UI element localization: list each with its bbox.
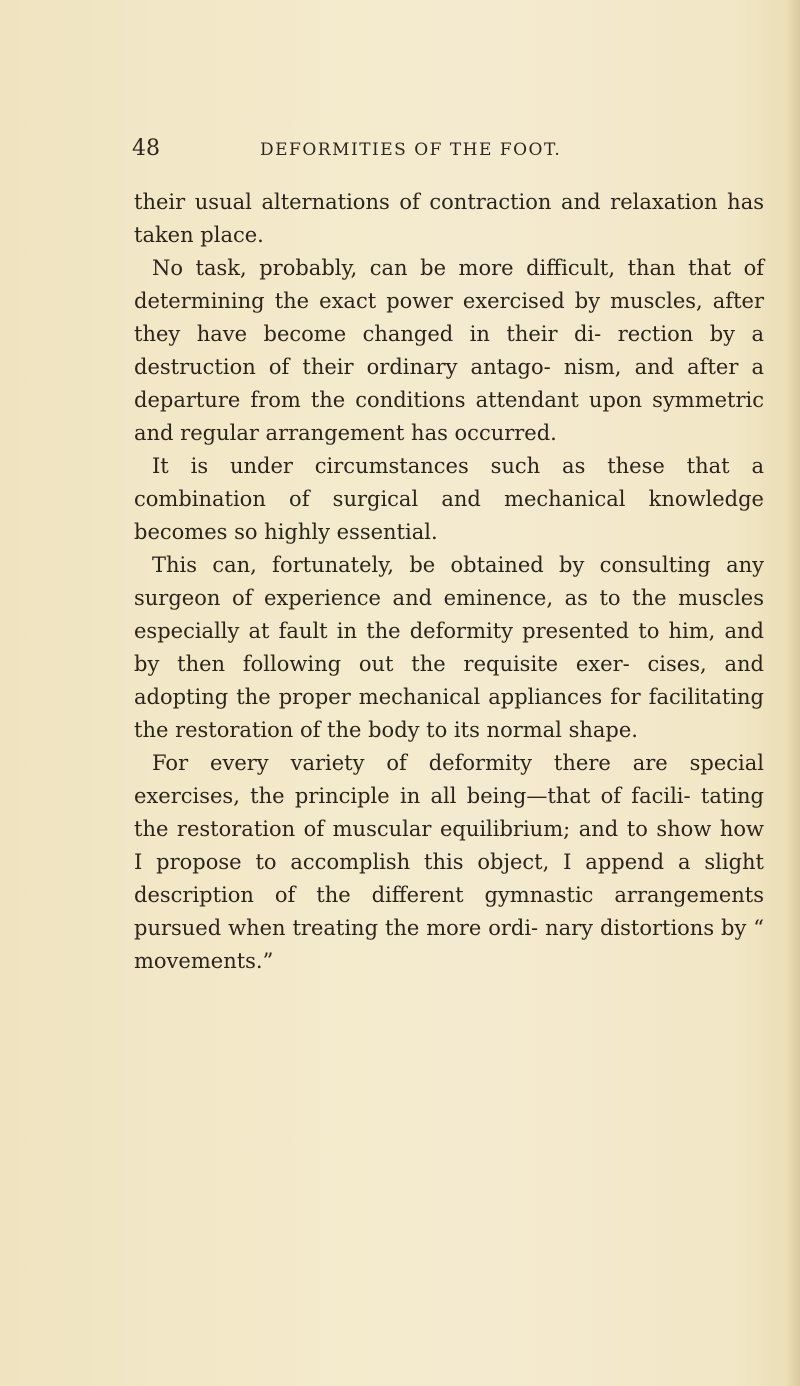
paragraph: No task, probably, can be more difficult, than that of determining the exact power exercised by muscles, after they have become changed in their di- rection by a destruction of their ordinary antago- nism, and after a departure from the conditions attendant upon symmetric and regular arrangement has occurred. [134, 256, 764, 445]
paragraph: This can, fortunately, be obtained by consulting any surgeon of experience and eminence, as to the muscles especially at fault in the deformity presented to him, and by then following out the requisite exer- cises, and adopting the proper mechanical appliances for facilitating the restoration of the body to its normal shape. [134, 553, 764, 742]
body-text [134, 186, 764, 978]
page-header [0, 136, 800, 168]
paragraph: It is under circumstances such as these that a combination of surgical and mechanical knowledge becomes so highly essential. [134, 454, 764, 544]
page-number: 48 [132, 136, 160, 161]
running-title: DEFORMITIES OF THE FOOT. [260, 140, 562, 160]
page-edge-shadow [786, 0, 800, 1386]
paragraph: For every variety of deformity there are special exercises, the principle in all being—that of facili- tating the restoration of muscular equilibrium; and to show how I propose to accomplish this object, I append a slight description of the different gymnastic arrangements pursued when treating the more ordi- nary distortions by “ movements.” [134, 751, 764, 973]
paragraph-continuation: their usual alternations of contraction and relaxation has taken place. [134, 190, 764, 247]
